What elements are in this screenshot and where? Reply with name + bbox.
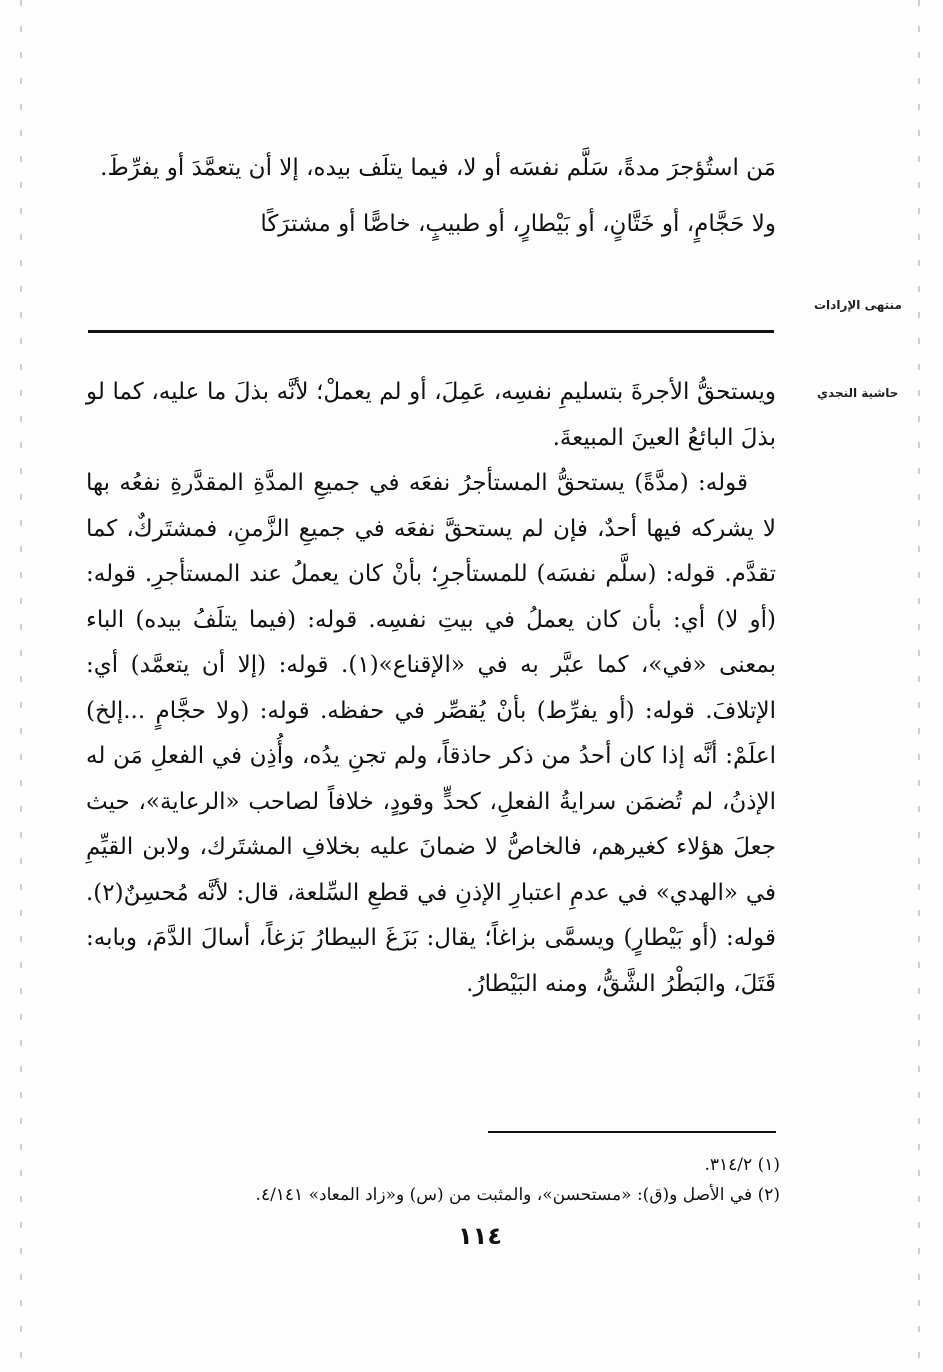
- main-paragraph-1: مَن استُؤجرَ مدةً، سَلَّم نفسَه أو لا، فيما يتلَف بيده، إلا أن يتعمَّدَ أو يفرِّطَ.: [100, 155, 776, 181]
- section-divider: [88, 330, 774, 333]
- commentary-text: [86, 370, 776, 1007]
- footnote-1: (١) ٣١٤/٢.: [704, 1155, 780, 1175]
- footnote-2: (٢) في الأصل و(ق): «مستحسن»، والمثبت من (س) و«زاد المعاد» ٤/١٤١.: [255, 1185, 780, 1205]
- scan-edge-left: [20, 0, 22, 1372]
- commentary-label: حاشية النجدي: [817, 386, 899, 400]
- scan-edge-right: [918, 0, 920, 1372]
- footnotes: [220, 1150, 780, 1210]
- main-text: [86, 146, 776, 246]
- page-number: ١١٤: [458, 1222, 502, 1250]
- footnote-rule: [488, 1131, 776, 1133]
- commentary-paragraph-2: قوله: (مدَّةً) يستحقُّ المستأجرُ نفعَه في جميعِ المدَّةِ المقدَّرةِ نفعُه بها لا يشركه فيها أحدٌ، فإن لم يستحقَّ نفعَه في جميعِ الزَّمنِ، فمشتَركٌ، كما تقدَّم. قوله: (سلَّم نفسَه) للمستأجرِ؛ بأنْ كان يعملُ عند المستأجرِ. قوله: (أو لا) أي: بأن كان يعملُ في بيتِ نفسِه. قوله: (فيما يتلَفُ بيده) الباء بمعنى «في»، كما عبَّر به في «الإقناع»(١). قوله: (إلا أن يتعمَّد) أي: الإتلافَ. قوله: (أو يفرِّط) بأنْ يُقصِّر في حفظه. قوله: (ولا حجَّامٍ ...إلخ) اعلَمْ: أنَّه إذا كان أحدُ من ذكر حاذقاً، ولم تجنِ يدُه، وأُذِن في الفعلِ مَن له الإذنُ، لم تُضمَن سرايةُ الفعلِ، كحدٍّ وقودٍ، خلافاً لصاحب «الرعاية»، حيث جعلَ هؤلاء كغيرهم، فالخاصُّ لا ضمانَ عليه بخلافِ المشتَرك، ولابن القيِّمِ في «الهدي» في عدمِ اعتبارِ الإذنِ في قطعِ السِّلعة، قال: لأنَّه مُحسِنٌ(٢). قوله: (أو بَيْطارٍ) ويسمَّى بزاغاً؛ يقال: بَزَغَ البيطارُ بَزغاً، أسالَ الدَّمَ، وبابه: قَتَلَ، والبَطْرُ الشَّقُّ، ومنه البَيْطارُ.: [86, 470, 776, 997]
- main-paragraph-2: ولا حَجَّامٍ، أو خَتَّانٍ، أو بَيْطارٍ، أو طبيبٍ، خاصًّا أو مشترَكًا: [260, 211, 776, 237]
- main-text-label: منتهى الإرادات: [814, 298, 902, 312]
- commentary-paragraph-1: ويستحقُّ الأجرةَ بتسليمِ نفسِه، عَمِلَ، أو لم يعملْ؛ لأنَّه بذلَ ما عليه، كما لو بذلَ البائعُ العينَ المبيعةَ.: [86, 379, 776, 451]
